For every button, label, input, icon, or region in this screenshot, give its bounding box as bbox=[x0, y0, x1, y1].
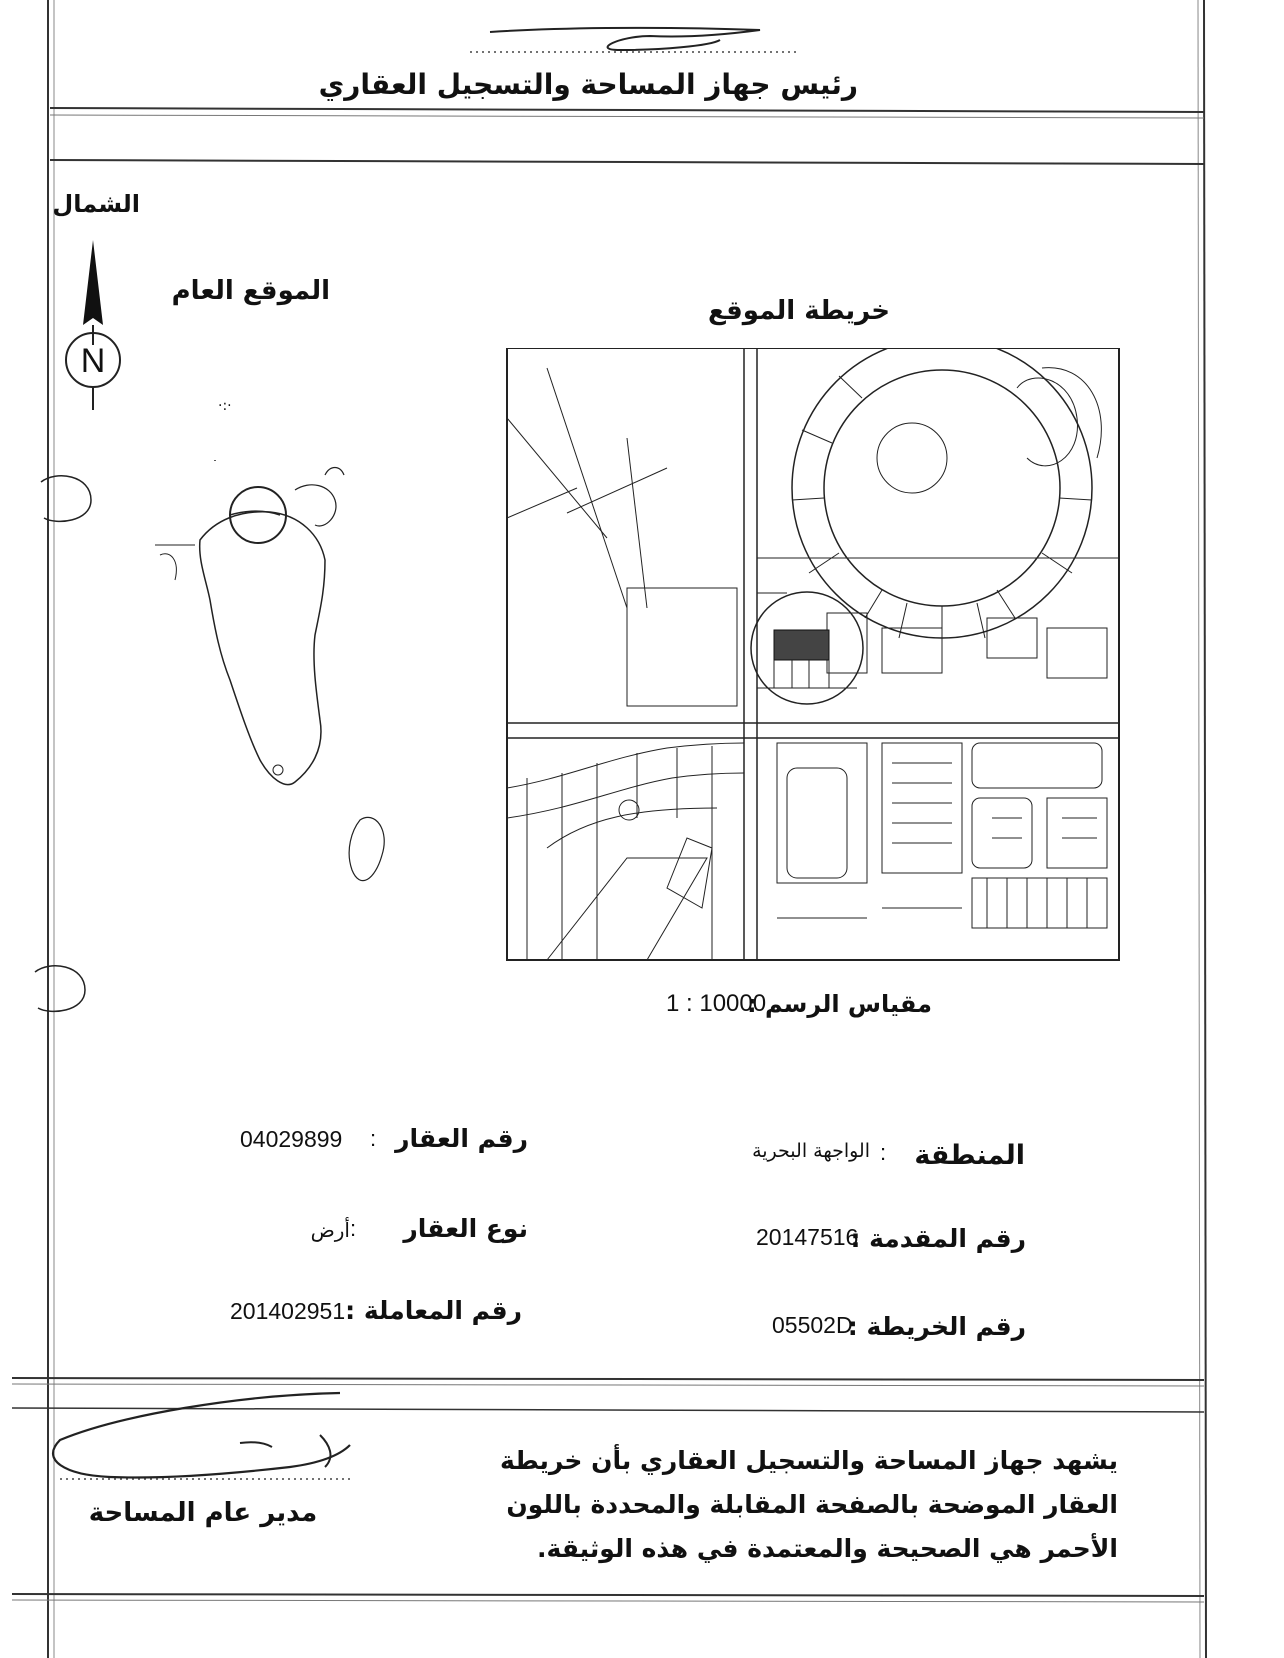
director-signature bbox=[40, 1385, 370, 1495]
certification-line-1: يشهد جهاز المساحة والتسجيل العقاري بأن خريطة bbox=[499, 1446, 1118, 1475]
scale-label: مقياس الرسم : bbox=[747, 990, 932, 1018]
north-arrow-icon bbox=[58, 230, 128, 410]
application-number-value: 20147516 bbox=[756, 1224, 859, 1250]
site-map bbox=[487, 348, 1123, 966]
map-number-label: رقم الخريطة : bbox=[847, 1312, 1026, 1341]
overview-map bbox=[120, 460, 420, 920]
region-separator: : bbox=[880, 1140, 887, 1165]
site-map-title: خريطة الموقع bbox=[707, 296, 890, 326]
scale-value: 1 : 10000 bbox=[666, 990, 767, 1017]
header-signature bbox=[470, 20, 810, 60]
property-number-value: 04029899 bbox=[240, 1126, 343, 1152]
authority-title: رئيس جهاز المساحة والتسجيل العقاري bbox=[318, 68, 858, 101]
region-value: الواجهة البحرية bbox=[752, 1140, 870, 1162]
north-label: الشمال bbox=[52, 190, 140, 218]
punch-hole-bottom bbox=[30, 960, 100, 1020]
certification-line-2: العقار الموضحة بالصفحة المقابلة والمحددة باللون bbox=[506, 1490, 1118, 1519]
general-location-title: الموقع العام bbox=[171, 276, 330, 306]
property-number-separator: : bbox=[370, 1126, 377, 1151]
property-number-label: رقم العقار bbox=[395, 1124, 528, 1153]
property-type-separator: : bbox=[350, 1216, 357, 1241]
certification-line-3: الأحمر هي الصحيحة والمعتمدة في هذه الوثيقة. bbox=[537, 1534, 1118, 1563]
north-letter: N bbox=[80, 342, 106, 380]
signatory-title: مدير عام المساحة bbox=[88, 1498, 318, 1528]
punch-hole-top bbox=[36, 470, 106, 530]
transaction-number-value: 201402951 bbox=[230, 1298, 346, 1324]
property-type-label: نوع العقار bbox=[403, 1214, 528, 1243]
property-type-value: أرض bbox=[310, 1218, 350, 1242]
overview-dots: ·:· bbox=[218, 398, 232, 414]
region-label: المنطقة bbox=[914, 1140, 1025, 1171]
map-number-value: 05502D bbox=[772, 1312, 853, 1338]
application-number-label: رقم المقدمة : bbox=[850, 1224, 1026, 1253]
transaction-number-label: رقم المعاملة : bbox=[345, 1296, 522, 1325]
